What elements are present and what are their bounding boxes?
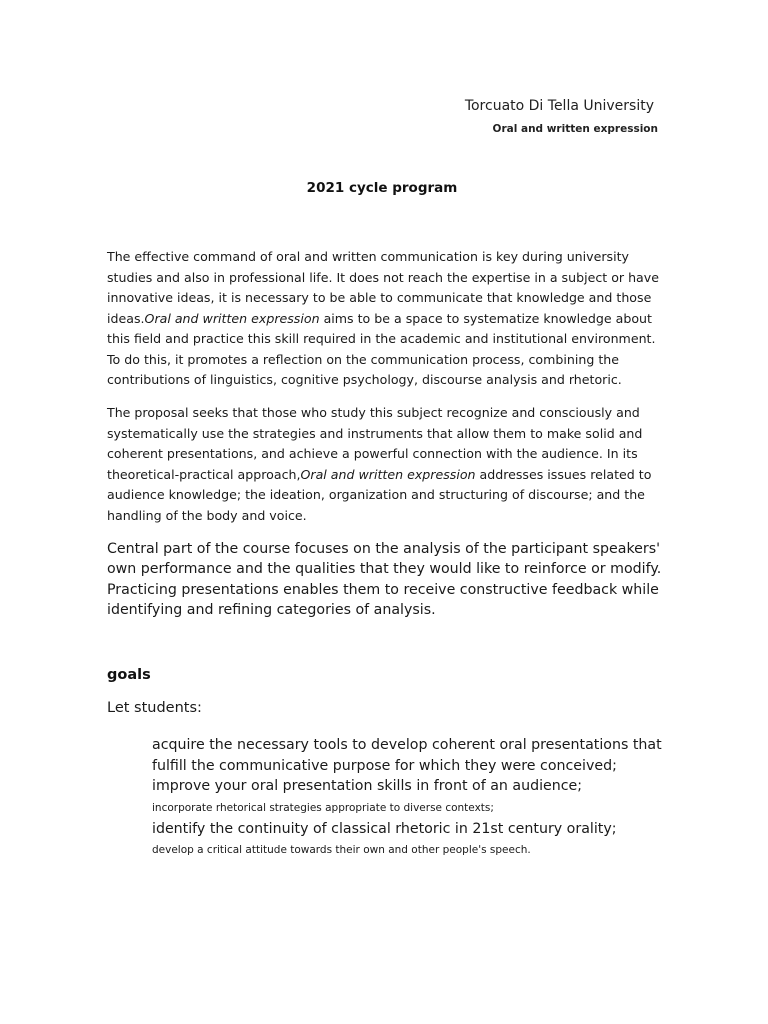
proposal-paragraph [107,403,663,526]
goals-heading: goals [107,667,151,683]
focus-paragraph: Central part of the course focuses on the analysis of the participant speakers' own performance and the qualities that they would like to reinforce or modify. Practicing presentations enables them to receive constructive feedback while identifying and refining categories of analysis. [107,541,662,618]
intro-course-italic: Oral and written expression [144,310,320,326]
intro-paragraph [107,247,663,391]
goal-item: identify the continuity of classical rhetoric in 21st century orality; [152,820,617,837]
intro-text-before: The effective command of oral and written communication is key during university studies and also in professional life. It does not reach the expertise in a subject or have innovative ideas, it is necessary to be able to communicate that knowledge and those ideas. [107,249,659,326]
proposal-text-after: addresses issues related to audience knowledge; the ideation, organization and structuring of discourse; and the handling of the body and voice. [107,466,652,523]
program-title: 2021 cycle program [306,180,458,196]
goals-list [152,735,672,861]
proposal-course-italic: Oral and written expression [300,466,476,482]
intro-text-after: aims to be a space to systematize knowledge about this field and practice this skill required in the academic and institutional environment. To do this, it promotes a reflection on the communication process, combining the contributions of linguistics, cognitive psychology, discourse analysis and rhetoric. [107,310,656,387]
goal-item: incorporate rhetorical strategies appropriate to diverse contexts; [152,801,494,814]
course-name: Oral and written expression [492,123,658,135]
goal-item: develop a critical attitude towards their own and other people's speech. [152,844,531,856]
proposal-text-before: The proposal seeks that those who study this subject recognize and consciously and systematically use the strategies and instruments that allow them to make solid and coherent presentations, and achieve a powerful connection with the audience. In its theoretical-practical approach, [107,405,643,482]
goals-intro: Let students: [107,700,202,716]
university-name: Torcuato Di Tella University [464,98,654,114]
goal-item: improve your oral presentation skills in front of an audience; [152,778,583,794]
goal-item: acquire the necessary tools to develop coherent oral presentations that fulfill the communicative purpose for which they were conceived; [152,737,662,774]
